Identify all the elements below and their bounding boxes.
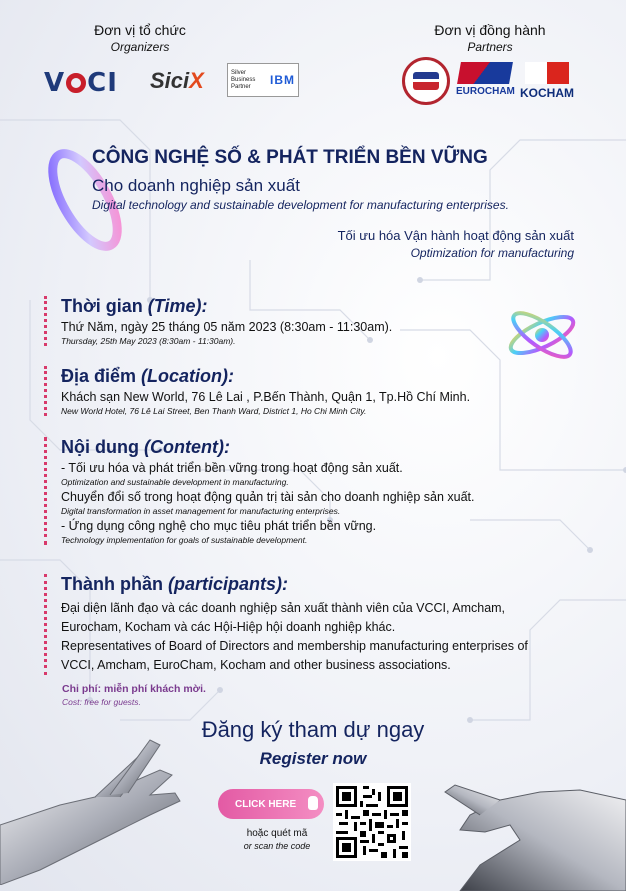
event-title: CÔNG NGHỆ SỐ & PHÁT TRIỂN BỀN VỮNG <box>92 147 488 168</box>
register-heading-en: Register now <box>259 749 367 768</box>
partners-label-vn: Đơn vị đồng hành <box>434 22 546 38</box>
participants-heading: Thành phần (participants): <box>61 574 289 594</box>
location-line-en: New World Hotel, 76 Lê Lai Street, Ben Thanh Ward, District 1, Ho Chi Minh City. <box>61 406 367 416</box>
partners-heading <box>400 22 580 54</box>
participants-line: Representatives of Board of Directors and membership manufacturing enterprises of <box>61 639 528 653</box>
location-heading: Địa điểm (Location): <box>61 366 235 386</box>
organizers-label-en: Organizers <box>110 40 170 54</box>
time-section <box>44 296 392 346</box>
tagline-vn: Tối ưu hóa Vận hành hoạt động sản xuất <box>337 228 574 243</box>
event-subtitle-en: Digital technology and sustainable development for manufacturing enterprises. <box>92 198 509 212</box>
cost-vn: Chi phí: miễn phí khách mời. <box>62 683 206 695</box>
participants-section <box>44 574 528 675</box>
content-item-vn: - Tối ưu hóa và phát triển bền vững trong hoạt động sản xuất. <box>61 461 403 475</box>
time-line-vn: Thứ Năm, ngày 25 tháng 05 năm 2023 (8:30am - 11:30am). <box>61 320 393 334</box>
click-here-button[interactable] <box>218 789 324 819</box>
ibm-text: IBM <box>270 72 295 87</box>
partners-label-en: Partners <box>467 40 513 54</box>
content-item-en: Optimization and sustainable development in manufacturing. <box>61 477 289 487</box>
participants-line: Đại diện lãnh đạo và các doanh nghiệp sản xuất thành viên của VCCI, Amcham, <box>61 601 506 615</box>
optimization-tagline <box>338 228 574 260</box>
register-heading-vn: Đăng ký tham dự ngay <box>201 717 425 742</box>
ibm-partner-logo <box>227 63 299 97</box>
content-item-en: Technology implementation for goals of sustainable development. <box>61 535 308 545</box>
participants-line: VCCI, Amcham, EuroCham, Kocham and other business associations. <box>61 658 451 672</box>
organizers-label-vn: Đơn vị tổ chức <box>94 22 186 38</box>
cost-note <box>62 683 206 707</box>
eurocham-text: EUROCHAM <box>456 86 515 97</box>
amcham-logo <box>402 57 450 105</box>
time-heading: Thời gian (Time): <box>61 296 208 316</box>
scan-instructions <box>222 828 332 851</box>
tagline-en: Optimization for manufacturing <box>410 246 574 260</box>
scan-label-vn: hoặc quét mã <box>246 828 308 839</box>
sicix-logo: Sici X <box>150 68 204 93</box>
location-line-vn: Khách sạn New World, 76 Lê Lai , P.Bến Thành, Quận 1, Tp.Hồ Chí Minh. <box>61 390 471 404</box>
click-here-label: CLICK HERE <box>235 798 297 810</box>
cost-en: Cost: free for guests. <box>62 697 141 707</box>
qr-code-icon <box>336 786 408 858</box>
event-subtitle-vn: Cho doanh nghiệp sản xuất <box>92 176 300 195</box>
registration-qr-code[interactable] <box>333 783 411 861</box>
robot-hand-right-graphic <box>440 770 626 891</box>
time-line-en: Thursday, 25th May 2023 (8:30am - 11:30am). <box>61 336 236 346</box>
vcci-logo: V CI <box>44 68 118 98</box>
kocham-logo <box>520 62 574 100</box>
location-section <box>44 366 470 416</box>
kocham-text: KOCHAM <box>520 86 574 100</box>
content-heading: Nội dung (Content): <box>61 437 230 457</box>
participants-line: Eurocham, Kocham và các Hội-Hiệp hội doanh nghiệp khác. <box>61 620 396 634</box>
organizers-heading <box>60 22 220 54</box>
atom-orbit-graphic <box>505 300 579 370</box>
scan-label-en: or scan the code <box>243 841 311 851</box>
content-item-en: Digital transformation in asset management for manufacturing enterprises. <box>61 506 341 516</box>
ibm-badge-text: Silver Business Partner <box>231 69 256 90</box>
pointer-hand-icon <box>308 796 318 810</box>
content-section <box>44 437 475 545</box>
content-item-vn: Chuyển đổi số trong hoạt động quản trị tài sản cho doanh nghiệp sản xuất. <box>61 490 475 504</box>
content-item-vn: - Ứng dụng công nghệ cho mục tiêu phát triển bền vững. <box>61 519 377 533</box>
eurocham-logo <box>456 62 515 97</box>
